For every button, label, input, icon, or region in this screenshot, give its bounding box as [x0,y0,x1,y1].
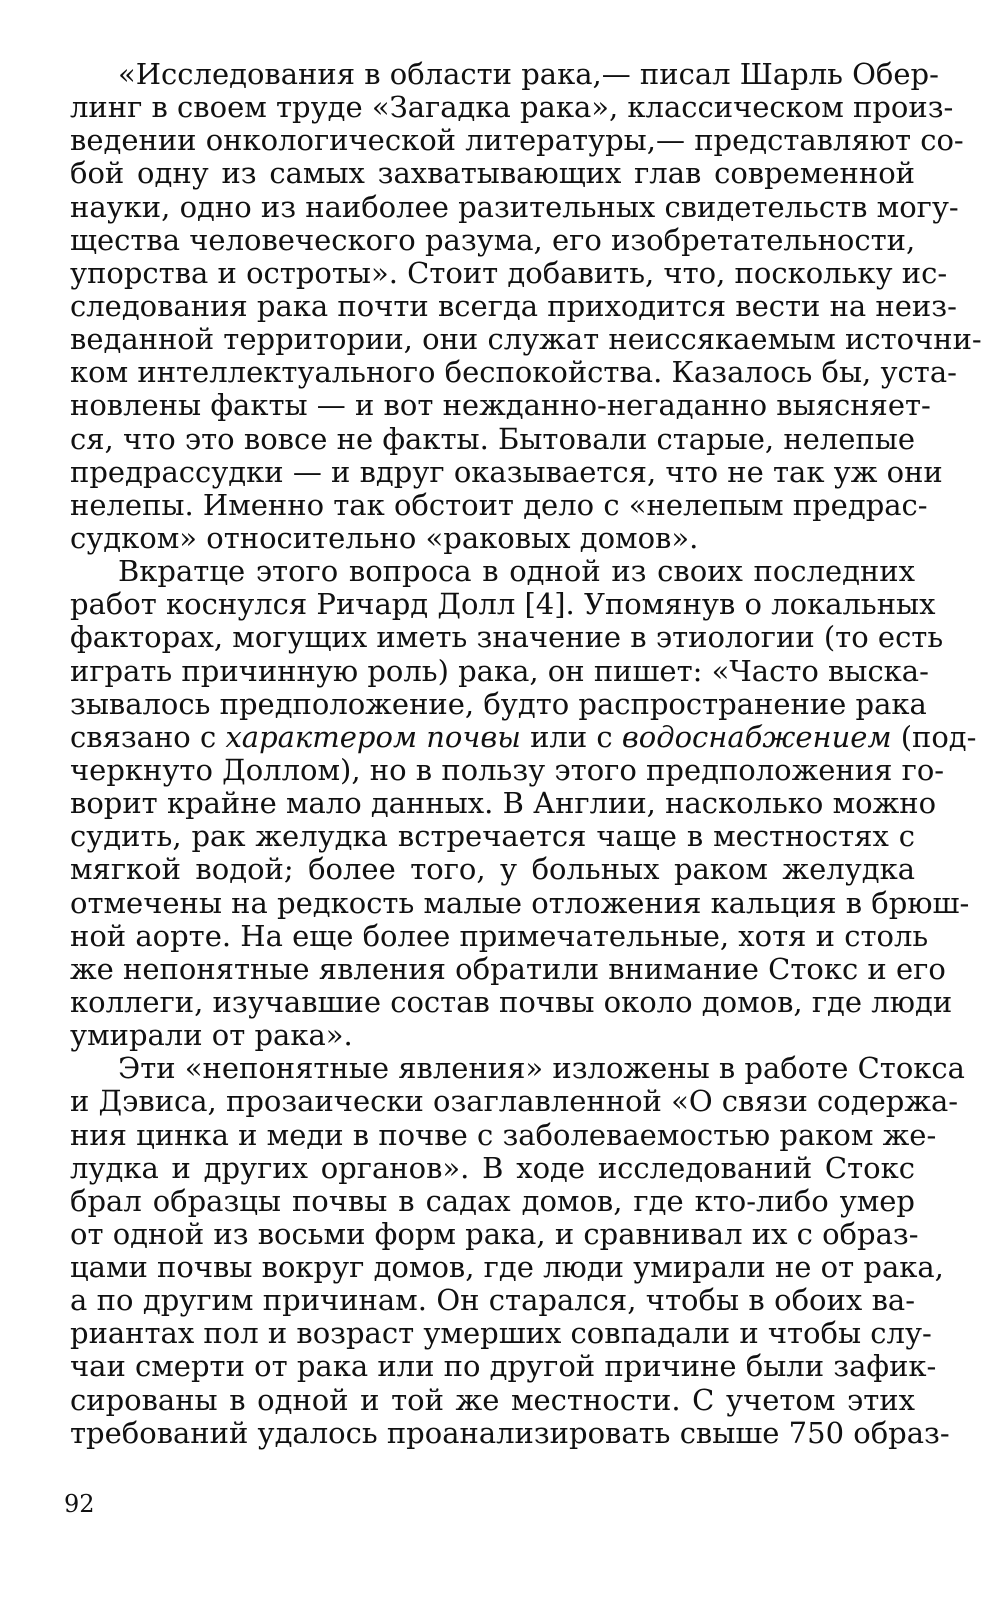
text-line: судить, рак желудка встречается чаще в местностях с [70,819,915,854]
text-line [70,719,977,754]
text-line: нелепы. Именно так обстоит дело с «нелепым предрас- [70,487,928,522]
text-line: предрассудки — и вдруг оказывается, что не так уж они [70,454,943,489]
page-text [70,57,982,1450]
text-line: веданной территории, они служат неиссякаемым источни- [70,322,982,357]
text-line: а по другим причинам. Он старался, чтобы в обоих ва- [70,1283,915,1318]
text-line: чаи смерти от рака или по другой причине были зафик- [70,1349,937,1384]
text-line: черкнуто Доллом), но в пользу этого предположения го- [70,752,945,787]
text-line: Эти «непонятные явления» изложены в работе Стокса [118,1051,965,1086]
text-line: науки, одно из наиболее разительных свидетельств могу- [70,189,959,224]
text-line: ся, что это вовсе не факты. Бытовали старые, нелепые [70,421,915,456]
text-line: ния цинка и меди в почве с заболеваемостью раком же- [70,1117,937,1152]
text-line: лудка и других органов». В ходе исследований Стокс [70,1150,915,1185]
text-line: и Дэвиса, прозаически озаглавленной «О связи содержа- [70,1084,959,1119]
text-line: от одной из восьми форм рака, и сравнивал их с образ- [70,1216,919,1251]
text-line: упорства и остроты». Стоит добавить, что, поскольку ис- [70,255,948,290]
text-segment: или с [520,719,622,754]
text-line: мягкой водой; более того, у больных раком желудка [70,852,915,887]
emphasized-text: характером почвы [225,719,521,754]
text-line: линг в своем труде «Загадка рака», классическом произ- [70,90,954,125]
text-line: новлены факты — и вот нежданно-негаданно выясняет- [70,388,931,423]
text-line: ведении онкологической литературы,— представляют со- [70,123,964,158]
text-line: судком» относительно «раковых домов». [70,520,699,555]
emphasized-text: водоснабжением [621,719,892,754]
text-line: щества человеческого разума, его изобретательности, [70,222,916,257]
text-line: факторах, могущих иметь значение в этиологии (то есть [70,620,944,655]
text-line: цами почвы вокруг домов, где люди умирали не от рака, [70,1250,944,1285]
text-line: работ коснулся Ричард Долл [4]. Упомянув о локальных [70,587,936,622]
text-line: требований удалось проанализировать свыше 750 образ- [70,1415,950,1450]
text-segment: связано с [70,719,226,754]
text-line: риантах пол и возраст умерших совпадали и чтобы слу- [70,1316,932,1351]
text-line: ной аорте. На еще более примечательные, хотя и столь [70,918,929,953]
text-line: Вкратце этого вопроса в одной из своих последних [118,554,915,589]
text-line: играть причинную роль) рака, он пишет: «Часто выска- [70,653,929,688]
text-line: ком интеллектуального беспокойства. Казалось бы, уста- [70,355,957,390]
text-line: отмечены на редкость малые отложения кальция в брюш- [70,885,970,920]
text-line: ворит крайне мало данных. В Англии, насколько можно [70,786,937,821]
text-line: сированы в одной и той же местности. С учетом этих [70,1382,915,1417]
text-line: брал образцы почвы в садах домов, где кто-либо умер [70,1183,915,1218]
page-number: 92 [64,1490,95,1518]
text-line: коллеги, изучавшие состав почвы около домов, где люди [70,984,953,1019]
text-line: «Исследования в области рака,— писал Шарль Обер- [118,57,939,91]
text-line: бой одну из самых захватывающих глав современной [70,156,915,191]
text-line: следования рака почти всегда приходится вести на неиз- [70,288,957,323]
text-line: же непонятные явления обратили внимание Стокс и его [70,951,946,986]
text-line: умирали от рака». [70,1018,353,1053]
text-segment: (под- [891,719,977,754]
text-line: зывалось предположение, будто распространение рака [70,686,927,721]
